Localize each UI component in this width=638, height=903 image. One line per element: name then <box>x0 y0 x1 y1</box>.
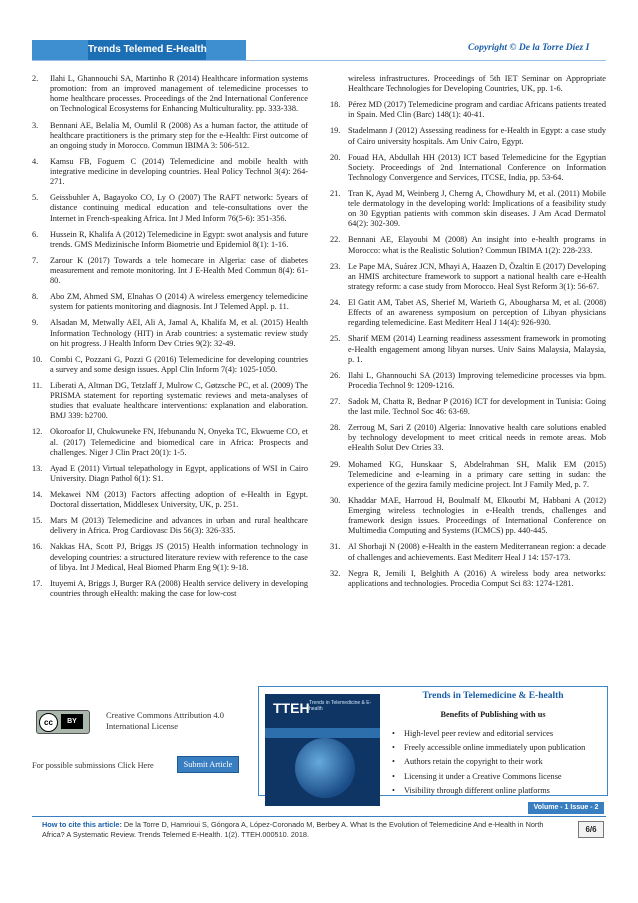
reference-item <box>32 355 308 375</box>
header-divider <box>32 60 606 61</box>
journal-cover-image[interactable] <box>265 694 380 806</box>
promo-title: Trends in Telemedicine & E-health <box>422 691 564 701</box>
reference-text: Sadok M, Chatta R, Bednar P (2016) ICT for development in Tunisia: Going the last mile. Technol Soc 46: 63-69. <box>348 396 606 417</box>
reference-number: 3. <box>32 120 39 130</box>
reference-item <box>32 381 308 422</box>
reference-text: Sharif MEM (2014) Learning readiness assessment framework in promoting e-Health engagement among libyan nurses. Univ Sains Malaysia, Malaysia, p. 1. <box>348 334 606 364</box>
benefits-list <box>392 727 585 798</box>
reference-item <box>32 318 308 348</box>
reference-number: 26. <box>330 370 341 380</box>
reference-item <box>330 235 606 255</box>
reference-text: Ilahi L, Ghannouchi SA, Martinho R (2014) Healthcare information systems promotion: from an improved management of telemedicine processes to home healthcare processes. Proceedings of the 2nd International Conference on Technological Ecosystems for Enhancing Multiculturality. pp. 333-338. <box>50 74 308 114</box>
footer-divider <box>32 816 606 817</box>
reference-item <box>330 371 606 391</box>
reference-number <box>330 74 348 94</box>
reference-text: El Gatit AM, Tabet AS, Sherief M, Warieth G, Abougharsa M, et al. (2008) Effects of an awareness symposium on perception of Libyan physicians regarding telemedicine. East Mediterr Heal J 14(4): 926-930. <box>348 298 606 328</box>
reference-number: 13. <box>32 463 43 473</box>
reference-text: Pérez MD (2017) Telemedicine program and cardiac Africans patients treated in Spain. Med Clin (Barc) 148(1): 40-41. <box>348 100 606 120</box>
creative-commons-logo[interactable] <box>36 710 90 734</box>
reference-number: 18. <box>330 100 341 110</box>
citation-label: How to cite this article: <box>42 820 122 829</box>
reference-text: Ituyemi A, Briggs J, Burger RA (2008) Health service delivery in developing countries through eHealth: making the case for low-cost <box>50 578 308 598</box>
reference-number: 9. <box>32 318 39 328</box>
reference-number: 32. <box>330 568 341 578</box>
reference-item <box>330 126 606 146</box>
reference-number: 6. <box>32 229 39 239</box>
list-item: • Freely accessible online immediately upon publication <box>392 741 585 755</box>
reference-number: 24. <box>330 298 341 308</box>
reference-text: Al Shorbaji N (2008) e-Health in the eastern Mediterranean region: a decade of challenges and achievements. East Mediterr Heal J 14: 157-173. <box>348 542 606 562</box>
reference-item <box>32 292 308 312</box>
reference-number: 25. <box>330 334 341 344</box>
cover-band <box>265 728 380 738</box>
reference-item <box>330 74 606 94</box>
reference-item <box>330 397 606 417</box>
license-text: Creative Commons Attribution 4.0 International License <box>106 710 225 731</box>
references-right-column <box>330 74 606 595</box>
reference-item <box>32 157 308 187</box>
reference-text: Ayad E (2011) Virtual telepathology in Egypt, applications of WSI in Cairo University. Diagn Pathol 6(1): S1. <box>50 463 308 483</box>
reference-text: Hussein R, Khalifa A (2012) Telemedicine in Egypt: swot analysis and future trends. GMS Medizinische Inform Biometrie und Epidemiol 8(1): 1-16. <box>50 229 308 249</box>
copyright-notice: Copyright © De la Torre Díez I <box>468 43 590 53</box>
reference-text: Mars M (2013) Telemedicine and advances in urban and rural healthcare delivery in Africa. Prog Cardiovasc Dis 56(3): 326-335. <box>50 516 308 536</box>
reference-item <box>330 100 606 120</box>
reference-item <box>330 496 606 537</box>
reference-item <box>32 464 308 484</box>
cc-icon: cc <box>39 713 58 732</box>
reference-number: 10. <box>32 354 43 364</box>
reference-text: Alsadan M, Metwally AEI, Ali A, Jamal A, Khalifa M, et al. (2015) Health Information Technology (HIT) in Arab countries: a systematic review study on hit progress. J Health Inform Dev Ctries 9(2): 32-49. <box>50 318 308 348</box>
globe-icon <box>295 738 355 798</box>
references-left-column <box>32 74 308 605</box>
citation-text: De la Torre D, Hamrioui S, Góngora A, López-Coronado M, Berbey A. What Is the Evolution of Telemedicine And e-Health in North Africa? A Systematic Review. Trends Telemed E-Health. 1(2). TTEH.000510. 2018. <box>42 820 544 839</box>
reference-text: wireless infrastructures. Proceedings of 5th IET Seminar on Appropriate Healthcare Technologies for Developing Countries, UK, pp. 1-6. <box>348 74 606 94</box>
list-item: • High-level peer review and editorial services <box>392 727 585 741</box>
reference-number: 4. <box>32 156 39 166</box>
reference-item <box>330 460 606 490</box>
reference-item <box>32 579 308 599</box>
reference-text: Kamsu FB, Foguem C (2014) Telemedicine and mobile health with integrative medicine in developing countries. Heal Policy Technol 3(4): 264-271. <box>50 156 308 187</box>
submission-prompt: For possible submissions Click Here <box>32 761 154 770</box>
volume-issue-badge: Volume - 1 Issue - 2 <box>528 802 604 814</box>
reference-text: Abo ZM, Ahmed SM, Elnahas O (2014) A wireless emergency telemedicine system for patients monitoring and diagnosis. Int J Telemed Appl. p. 11. <box>50 292 308 312</box>
reference-number: 29. <box>330 459 341 469</box>
reference-item <box>330 298 606 328</box>
reference-number: 27. <box>330 396 341 406</box>
reference-text: Khaddar MAE, Harroud H, Boulmalf M, Elkoutbi M, Habbani A (2012) Emerging wireless technologies in e-Health trends, challenges and framework design issues. Proceedings of International Conference on Multimedia Computing and Systems (ICMCS) pp. 440-445. <box>348 495 606 536</box>
journal-title: Trends Telemed E-Health <box>88 44 207 55</box>
reference-number: 2. <box>32 74 39 83</box>
reference-text: Zarour K (2017) Towards a tele homecare in Algeria: case of diabetes measurement and remote monitoring. Int J E-Health Med Commun 8(4): 61-80. <box>50 255 308 286</box>
reference-text: Okoroafor IJ, Chukwuneke FN, Ifebunandu N, Onyeka TC, Ekwueme CO, et al. (2017) Telemedicine and biomedical care in Africa: Prospects and challenges. Niger J Clin Pract 20(1): 1-5. <box>50 427 308 457</box>
promo-subtitle: Benefits of Publishing with us <box>440 710 546 719</box>
reference-number: 17. <box>32 578 43 588</box>
reference-item <box>32 74 308 115</box>
reference-number: 28. <box>330 423 341 433</box>
reference-number: 7. <box>32 255 39 265</box>
reference-text: Tran K, Ayad M, Weinberg J, Cherng A, Chowdhury M, et al. (2011) Mobile tele dermatology in the developing world: Implications of a feasibility study on 30 Egyptian patients with common skin diseases. J Am Acad Dermatol 64(2): 302-309. <box>348 188 606 229</box>
reference-text: Ilahi L, Ghannouchi SA (2013) Improving telemedicine processes via bpm. Procedia Technol 9: 1209-1216. <box>348 370 606 390</box>
list-item: • Licensing it under a Creative Commons license <box>392 770 585 784</box>
reference-item <box>330 153 606 183</box>
citation <box>42 820 566 839</box>
reference-item <box>32 490 308 510</box>
reference-number: 16. <box>32 542 43 552</box>
reference-number: 12. <box>32 427 43 437</box>
reference-item <box>32 193 308 223</box>
reference-text: Combi C, Pozzani G, Pozzi G (2016) Telemedicine for developing countries a survey and some design issues. Appl Clin Inform 7(4): 1025-1050. <box>50 354 308 374</box>
reference-item <box>330 423 606 453</box>
reference-number: 20. <box>330 152 341 162</box>
reference-text: Le Pape MA, Suárez JCN, Mhayi A, Haazen D, Özaltin E (2017) Developing an HMIS architecture framework to support a national health care e-Health strategy reform: a case study from Morocco. Heal Syst Reform 3(1): 56-67. <box>348 261 606 291</box>
reference-text: Negra R, Jemili I, Belghith A (2016) A wireless body area networks: applications and technologies. Procedia Comput Sci 83: 1274-1281. <box>348 568 606 588</box>
reference-number: 30. <box>330 495 341 505</box>
reference-item <box>32 427 308 457</box>
reference-item <box>330 542 606 562</box>
list-item: • Authors retain the copyright to their work <box>392 755 585 769</box>
reference-text: Mekawei NM (2013) Factors affecting adoption of e-Health in Egypt. Doctoral dissertation, Middlesex University, UK, p. 251. <box>50 490 308 510</box>
reference-number: 14. <box>32 490 43 499</box>
reference-number: 8. <box>32 292 39 302</box>
reference-number: 15. <box>32 516 43 526</box>
reference-item <box>32 121 308 151</box>
submit-article-button[interactable]: Submit Article <box>177 756 239 773</box>
reference-text: Stadelmann J (2012) Assessing readiness for e-Health in Egypt: a case study of Cairo university hospitals. Am Univ Cairo, Egypt. <box>348 126 606 146</box>
reference-text: Liberati A, Altman DG, Tetzlaff J, Mulrow C, Gøtzsche PC, et al. (2009) The PRISMA statement for reporting systematic reviews and meta-analyses of studies that evaluate healthcare interventions: explanation and elaboration. BMJ 339: b2700. <box>50 380 308 421</box>
reference-text: Bennani AE, Elayoubi M (2008) An insight into e-health programs in Morocco: what is the Realistic Solution? Commun IBIMA 1(2): 228-233. <box>348 235 606 255</box>
reference-item <box>32 516 308 536</box>
reference-number: 31. <box>330 542 341 552</box>
cover-title: TTEH <box>273 700 310 716</box>
reference-number: 23. <box>330 261 341 271</box>
reference-item <box>330 569 606 589</box>
reference-item <box>330 262 606 292</box>
reference-text: Mohamed KG, Hunskaar S, Abdelrahman SH, Malik EM (2015) Telemedicine and e-learning in a primary care setting in sudan: the experience of the gezira family medicine project. Int J Family Med, p. 7. <box>348 459 606 489</box>
reference-item <box>32 542 308 572</box>
reference-item <box>330 189 606 230</box>
reference-item <box>330 334 606 364</box>
reference-text: Bennani AE, Belalia M, Oumlil R (2008) As a human factor, the attitude of healthcare practitioners is the primary step for the e-Health: First outcome of an ongoing study in Morocco. Commun IBIMA 3: 506-512. <box>50 120 308 150</box>
reference-item <box>32 230 308 250</box>
by-icon: BY <box>61 714 83 729</box>
reference-number: 11. <box>32 380 43 390</box>
reference-text: Zerroug M, Sari Z (2010) Algeria: Innovative health care solutions enabled by technology development to meet critical needs in remote areas. Mob eHealth Solut Dev Ctries 33. <box>348 423 606 453</box>
cover-subtitle: Trends in Telemedicine & E-health <box>309 700 372 712</box>
reference-number: 19. <box>330 126 341 136</box>
reference-text: Geissbuhler A, Bagayoko CO, Ly O (2007) The RAFT network: 5years of distance continuing medical education and tele-consultations over the Internet in French-speaking Africa. Int J Med Inform 76(5-6): 351-356. <box>50 193 308 223</box>
reference-number: 21. <box>330 188 341 198</box>
reference-item <box>32 256 308 286</box>
reference-text: Nakkas HA, Scott PJ, Briggs JS (2015) Health information technology in developing countries: a structured literature review with reference to the case of libya. Int J Medical, Heal Biomed Pharm Eng 9(1): 9-18. <box>50 542 308 572</box>
list-item: • Visibility through different online platforms <box>392 784 585 798</box>
page-number: 6/6 <box>578 821 604 838</box>
reference-number: 22. <box>330 235 341 245</box>
reference-number: 5. <box>32 193 39 203</box>
reference-text: Fouad HA, Abdullah HH (2013) ICT based Telemedicine for the Egyptian Society. Proceedings of 2nd International Conference on Information Technology Convergence and Services, ITCSE, India, pp. 53-64. <box>348 152 606 182</box>
